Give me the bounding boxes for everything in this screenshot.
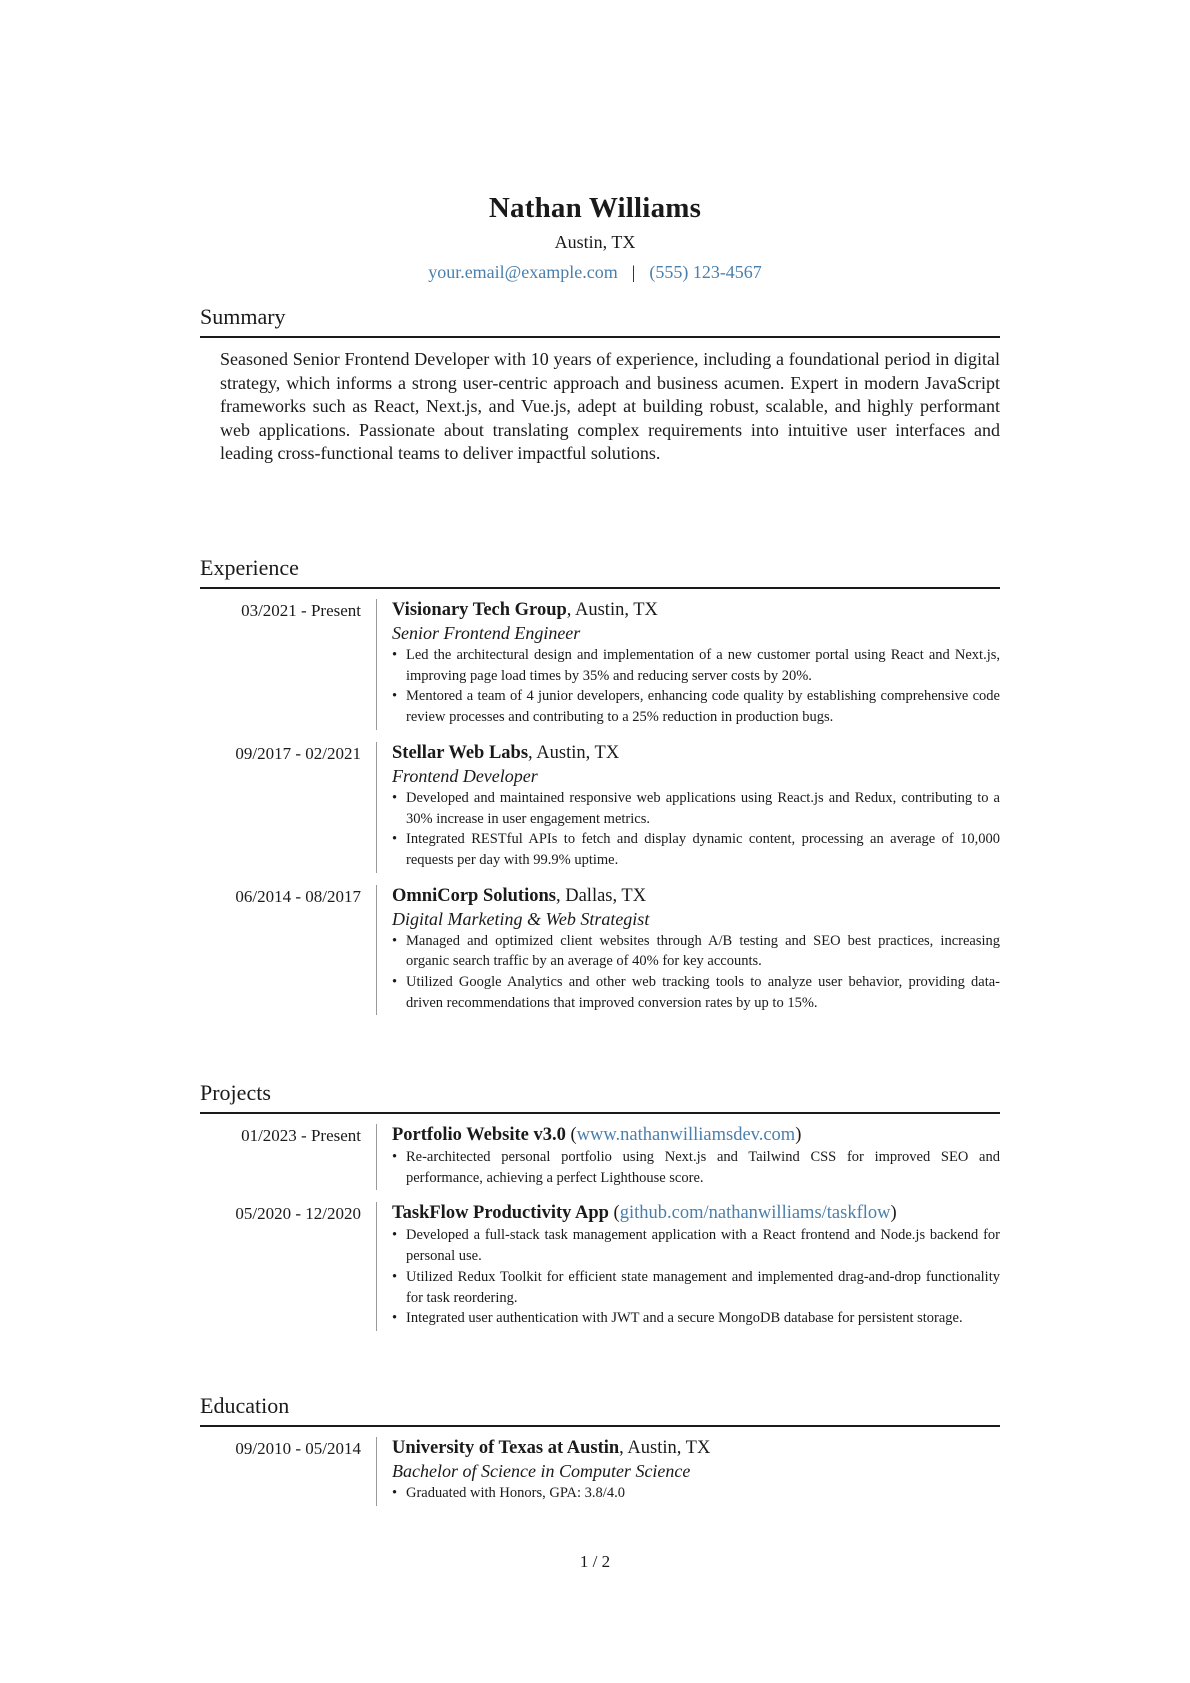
degree-title: Bachelor of Science in Computer Science xyxy=(392,1461,691,1481)
bullet-item: • Developed and maintained responsive web applications using React.js and Redux, contributing to a 30% increase in user engagement metrics. xyxy=(392,788,1000,829)
entry-date: 03/2021 - Present xyxy=(241,601,361,620)
bullet-item: • Utilized Redux Toolkit for efficient state management and implemented drag-and-drop functionality for task reordering. xyxy=(392,1267,1000,1308)
bullet-list xyxy=(392,788,1000,871)
school-name: University of Texas at Austin xyxy=(392,1438,620,1458)
bullet-item: • Integrated RESTful APIs to fetch and display dynamic content, processing an average of 10,000 requests per day with 99.9% uptime. xyxy=(392,829,1000,870)
contact-line xyxy=(0,260,1190,284)
project-link[interactable]: www.nathanwilliamsdev.com xyxy=(576,1125,796,1145)
email-link[interactable]: your.email@example.com xyxy=(428,262,618,282)
entry-body xyxy=(376,599,1000,730)
bullet-list xyxy=(392,645,1000,728)
experience-entry xyxy=(200,885,1000,1016)
bullet-item: • Utilized Google Analytics and other web tracking tools to analyze user behavior, providing data-driven recommendations that improved conversion rates by up to 15%. xyxy=(392,972,1000,1013)
entry-heading xyxy=(392,742,1000,765)
entry-date: 06/2014 - 08/2017 xyxy=(235,886,361,906)
job-title: Senior Frontend Engineer xyxy=(392,623,581,643)
entry-heading xyxy=(392,599,1000,622)
job-title: Digital Marketing & Web Strategist xyxy=(392,908,650,929)
education-list xyxy=(200,1437,1000,1506)
section-title-projects: Projects xyxy=(200,1079,1000,1114)
bullet-item: • Mentored a team of 4 junior developers, enhancing code quality by establishing comprehensive code review processes and contributing to a 25% reduction in production bugs. xyxy=(392,686,1000,727)
entry-body xyxy=(376,742,1000,873)
candidate-name: Nathan Williams xyxy=(488,192,702,224)
paren-open: ( xyxy=(565,1125,577,1145)
experience-entry xyxy=(200,742,1000,873)
bullet-item: • Graduated with Honors, GPA: 3.8/4.0 xyxy=(392,1483,1000,1504)
company-name: Stellar Web Labs xyxy=(392,742,529,763)
section-title-experience: Experience xyxy=(200,554,1000,589)
project-entry xyxy=(200,1202,1000,1331)
company-location: , Austin, TX xyxy=(528,742,620,763)
bullet-list xyxy=(392,931,1000,1014)
education-entry xyxy=(200,1437,1000,1506)
experience-section xyxy=(200,554,1000,1015)
project-name: TaskFlow Productivity App xyxy=(392,1203,609,1224)
entry-date: 09/2017 - 02/2021 xyxy=(235,743,361,763)
bullet-item: • Developed a full-stack task management application with a React frontend and Node.js backend for personal use. xyxy=(392,1225,1000,1266)
entry-heading xyxy=(392,1124,1000,1147)
entry-date: 05/2020 - 12/2020 xyxy=(235,1204,361,1224)
entry-body xyxy=(376,1202,1000,1331)
company-name: OmniCorp Solutions xyxy=(392,885,556,906)
projects-section xyxy=(200,1079,1000,1331)
entry-heading xyxy=(392,885,1000,908)
entry-heading xyxy=(392,1202,1000,1225)
paren-close: ) xyxy=(795,1125,802,1145)
experience-entry xyxy=(200,599,1000,730)
paren-open: ( xyxy=(608,1203,620,1224)
entry-heading xyxy=(392,1437,1000,1460)
summary-section xyxy=(200,303,1000,466)
project-entry xyxy=(200,1124,1000,1190)
company-location: , Austin, TX xyxy=(566,600,658,620)
candidate-location: Austin, TX xyxy=(554,232,636,252)
company-name: Visionary Tech Group xyxy=(392,600,567,620)
job-title: Frontend Developer xyxy=(392,765,538,786)
entry-body xyxy=(376,1437,1000,1506)
summary-text: Seasoned Senior Frontend Developer with 10 years of experience, including a foundational period in digital strategy, which informs a strong user-centric approach and business acumen. Expert in modern JavaScript frameworks such as React, Next.js, and Vue.js, adept at building robust, scalable, and highly performant web applications. Passionate about translating complex requirements into intuitive user interfaces and leading cross-functional teams to deliver impactful solutions. xyxy=(220,349,1000,463)
education-section xyxy=(200,1392,1000,1506)
bullet-list xyxy=(392,1147,1000,1188)
project-name: Portfolio Website v3.0 xyxy=(392,1125,566,1145)
entry-date: 01/2023 - Present xyxy=(241,1126,361,1145)
resume-header xyxy=(0,190,1190,284)
project-link[interactable]: github.com/nathanwilliams/taskflow xyxy=(619,1203,891,1224)
entry-date: 09/2010 - 05/2014 xyxy=(235,1439,361,1458)
bullet-list xyxy=(392,1483,1000,1504)
entry-body xyxy=(376,1124,1000,1190)
phone-link[interactable]: (555) 123-4567 xyxy=(649,262,762,282)
bullet-list xyxy=(392,1225,1000,1329)
bullet-item: • Integrated user authentication with JWT and a secure MongoDB database for persistent storage. xyxy=(392,1308,1000,1329)
company-location: , Dallas, TX xyxy=(555,885,647,906)
section-title-education: Education xyxy=(200,1392,1000,1427)
paren-close: ) xyxy=(890,1203,897,1224)
entry-body xyxy=(376,885,1000,1016)
projects-list xyxy=(200,1124,1000,1331)
contact-separator: | xyxy=(631,262,636,282)
bullet-item: • Managed and optimized client websites through A/B testing and SEO best practices, increasing organic search traffic by an average of 40% for key accounts. xyxy=(392,931,1000,972)
school-location: , Austin, TX xyxy=(619,1438,711,1458)
experience-list xyxy=(200,599,1000,1015)
bullet-item: • Re-architected personal portfolio using Next.js and Tailwind CSS for improved SEO and performance, achieving a perfect Lighthouse score. xyxy=(392,1147,1000,1188)
bullet-item: • Led the architectural design and implementation of a new customer portal using React and Next.js, improving page load times by 35% and reducing server costs by 20%. xyxy=(392,645,1000,686)
section-title-summary: Summary xyxy=(200,303,1000,338)
page-number: 1 / 2 xyxy=(579,1552,611,1571)
